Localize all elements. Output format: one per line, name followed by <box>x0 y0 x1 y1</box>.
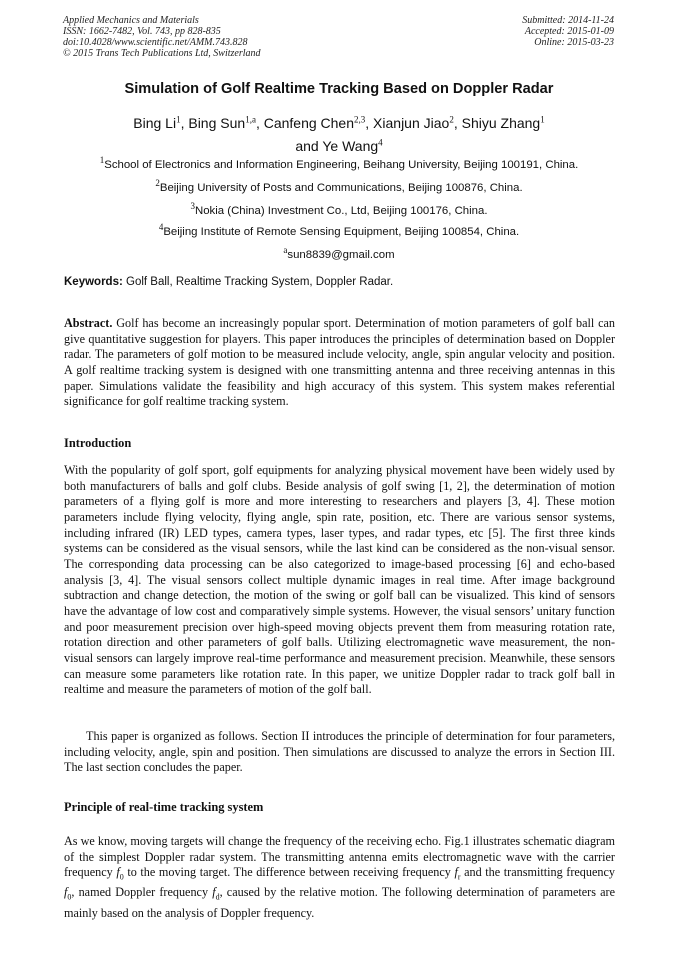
author: Bing Li$^1$, <box>133 114 189 131</box>
keywords <box>64 276 393 288</box>
author: and Ye Wang$^4$ <box>295 137 383 155</box>
author-list <box>0 109 678 156</box>
principle-paragraph: As we know, moving targets will change the frequency of the receiving echo. Fig.1 illustrates schematic diagram of the simplest Doppler radar system. The transmitting antenna emits electromagnetic wave with the carrier frequency $f_0$ to the moving target. The difference between receiving frequency $f_r$ and the transmitting frequency $f_0$, named Doppler frequency $f_d$, caused by the relative motion. The following determination of parameters are mainly based on the analysis of Doppler frequency. <box>64 834 615 920</box>
abstract-label: Abstract. <box>64 316 113 330</box>
keywords-label: Keywords: <box>64 276 123 288</box>
author: Shiyu Zhang$^1$ <box>461 114 545 131</box>
math-f0: $f_0$ <box>64 885 72 902</box>
math-f0: $f_0$ <box>116 865 124 882</box>
paper-title: Simulation of Golf Realtime Tracking Based on Doppler Radar <box>124 81 554 97</box>
journal-header <box>63 15 261 59</box>
keywords-text: Golf Ball, Realtime Tracking System, Doppler Radar. <box>126 276 394 288</box>
date-accepted: Accepted: 2015-01-09 <box>524 26 614 37</box>
math-fr: $f_r$ <box>454 865 461 882</box>
journal-copyright: © 2015 Trans Tech Publications Ltd, Switzerland <box>63 48 261 59</box>
author: Bing Sun$^{1,a}$, <box>188 114 264 131</box>
abstract <box>64 316 615 410</box>
date-submitted: Submitted: 2014-11-24 <box>522 15 614 26</box>
journal-issn: ISSN: 1662-7482, Vol. 743, pp 828-835 <box>63 26 221 37</box>
math-fd: $f_d$ <box>212 885 220 902</box>
journal-doi: doi:10.4028/www.scientific.net/AMM.743.828 <box>63 37 248 48</box>
author: Xianjun Jiao$^2$, <box>373 114 462 131</box>
author-email[interactable]: $^a$sun8839@gmail.com <box>283 245 395 261</box>
author: Canfeng Chen$^{2,3}$, <box>263 114 374 131</box>
affiliation-3: $^3$Nokia (China) Investment Co., Ltd, Beijing 100176, China. <box>190 201 488 217</box>
section-heading-principle: Principle of real-time tracking system <box>64 800 264 814</box>
dates-header <box>522 15 614 48</box>
affiliation-1: $^1$School of Electronics and Information Engineering, Beihang University, Beijing 100191, China. <box>99 155 579 171</box>
date-online: Online: 2015-03-23 <box>534 37 614 48</box>
journal-name: Applied Mechanics and Materials <box>63 15 199 26</box>
affiliation-2: $^2$Beijing University of Posts and Communications, Beijing 100876, China. <box>155 178 523 194</box>
introduction-paragraph-2: This paper is organized as follows. Section II introduces the principle of determination for four parameters, including velocity, angle, spin and position. Then simulations are discussed to analyze the errors in Section III. The last section concludes the paper. <box>64 729 615 775</box>
affiliation-4: $^4$Beijing Institute of Remote Sensing Equipment, Beijing 100854, China. <box>158 222 520 238</box>
introduction-paragraph-1: With the popularity of golf sport, golf equipments for analyzing physical movement have been widely used by both manufacturers of balls and golf clubs. Beside analysis of golf swing [1, 2], the determination of motion parameters of a flying golf is more and more interesting to researchers and players [3, 4]. These motion parameters include flying velocity, flying angle, spin rate, position, etc. There are various sensor systems, including infrared (IR) LED types, camera types, laser types, and radar types, etc [5]. The first three kinds systems can be considered as the visual sensors, while the last kind can be considered as the non-visual sensor. The corresponding data processing can be also categorized to image-based processing [6] and echo-based analysis [3, 4]. The visual sensors collect multiple dynamic images in real time. After image background subtraction and change detection, the motion of the swing or golf ball can be visualized. This kind of sensors have the advantage of low cost and comparatively simple systems. However, the visual sensors’ unitary function and poor measurement precision over high-speed moving objects prevent them from measuring rotation rate, rotation direction and other parameters of golf balls. Utilizing electromagnetic wave measurement, the non-visual sensors can largely improve real-time performance and measurement precision. Meanwhile, these sensors can measure some parameters like rotation rate. In this paper, we unitize Doppler radar to track golf ball in realtime and measure the parameters of motion of the golf ball. <box>64 463 615 697</box>
section-heading-introduction: Introduction <box>64 436 132 450</box>
abstract-text: Golf has become an increasingly popular sport. Determination of motion parameters of golf ball can give quantitative suggestion for players. This paper introduces the principles of determination based on Doppler radar. The parameters of golf motion to be measured include velocity, angle, spin angular velocity and position. A golf realtime tracking system is designed with one transmitting antenna and three receiving antennas in this paper. Simulations validate the feasibility and high accuracy of this system. This system makes referential significance for golf realtime tracking system. <box>64 316 615 409</box>
